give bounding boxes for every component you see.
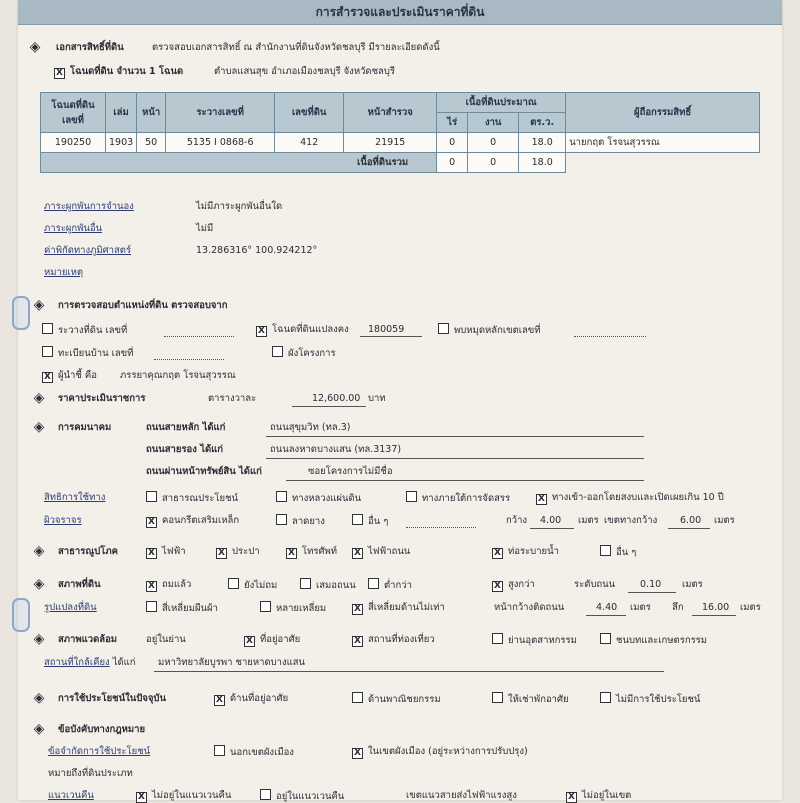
checkbox-checked-icon[interactable]: X — [352, 748, 363, 759]
access-opt-open-use: X ทางเข้า-ออกโดยสงบและเปิดเผยเกิน 10 ปี — [536, 491, 724, 505]
checkbox-checked-icon[interactable]: X — [146, 581, 157, 592]
exp-opt-not-in: X ไม่อยู่ในแนวเวนคืน — [136, 789, 231, 803]
other-encumbrance-value: ไม่มี — [196, 223, 214, 234]
cell-ngan: 0 — [468, 133, 519, 153]
cell-book: 1903 — [106, 133, 137, 153]
checkbox-icon[interactable] — [300, 578, 311, 589]
road-level-value: 0.10 — [640, 579, 662, 590]
env-opt-rural: ชนบทและเกษตรกรรม — [600, 633, 707, 647]
checkbox-icon[interactable] — [276, 491, 287, 502]
frontage-label: หน้ากว้างติดถนน — [494, 602, 565, 613]
current-use-heading: การใช้ประโยชน์ในปัจจุบัน — [58, 693, 166, 704]
deed-description: ตรวจสอบเอกสารสิทธิ์ ณ สำนักงานที่ดินจังหวัดชลบุรี มีรายละเอียดดังนี้ — [152, 42, 440, 53]
utilities-heading: สาธารณูปโภค — [58, 546, 118, 557]
cell-survey-page: 21915 — [344, 133, 437, 153]
deed-count-row — [54, 65, 183, 79]
checkbox-icon[interactable] — [600, 633, 611, 644]
checkbox-icon[interactable] — [228, 578, 239, 589]
price-unit-label: ตารางวาละ — [208, 393, 257, 404]
checkbox-checked-icon[interactable]: X — [352, 548, 363, 559]
checkbox-icon[interactable] — [276, 514, 287, 525]
opt-house-reg: ทะเบียนบ้าน เลขที่ — [42, 346, 133, 360]
main-road-value: ถนนสุขุมวิท (ทล.3) — [270, 422, 351, 433]
road-width-unit: เมตร — [578, 515, 599, 526]
bullet-diamond-icon: ◈ — [33, 419, 45, 435]
expropriation-label: แนวเวนคืน — [48, 790, 94, 801]
access-opt-highway: ทางหลวงแผ่นดิน — [276, 491, 361, 505]
bullet-diamond-icon: ◈ — [33, 721, 45, 737]
col-book: เล่ม — [106, 93, 137, 133]
road-level-unit: เมตร — [682, 579, 703, 590]
total-ngan: 0 — [468, 153, 519, 173]
checkbox-icon[interactable] — [260, 601, 271, 612]
row-width-label: เขตทางกว้าง — [604, 515, 658, 526]
opt-marker: พบหมุดหลักเขตเลขที่ — [438, 323, 541, 337]
env-opt-industrial: ย่านอุตสาหกรรม — [492, 633, 577, 647]
bullet-diamond-icon: ◈ — [33, 297, 45, 313]
table-row — [41, 133, 760, 153]
use-opt-commercial: ด้านพาณิชยกรรม — [352, 692, 441, 706]
frontage-value: 4.40 — [596, 602, 618, 613]
cond-opt-higher: X สูงกว่า — [492, 578, 535, 592]
bullet-diamond-icon: ◈ — [29, 39, 41, 55]
checkbox-checked-icon[interactable]: X — [216, 548, 227, 559]
bullet-diamond-icon: ◈ — [33, 690, 45, 706]
frontage-unit: เมตร — [630, 602, 651, 613]
transport-heading: การคมนาคม — [58, 422, 112, 433]
location-check-heading: การตรวจสอบตำแหน่งที่ดิน ตรวจสอบจาก — [58, 300, 228, 311]
checkbox-icon[interactable] — [600, 692, 611, 703]
guide-name: ภรรยาคุณกฤต โรจนสุวรรณ — [120, 370, 236, 381]
util-opt-drain: X ท่อระบายน้ำ — [492, 545, 559, 559]
paper-clip-icon — [12, 598, 30, 632]
opt-project-plan: ผังโครงการ — [272, 346, 336, 360]
depth-unit: เมตร — [740, 602, 761, 613]
checkbox-checked-icon[interactable]: X — [352, 636, 363, 647]
util-opt-phone: X โทรศัพท์ — [286, 545, 337, 559]
checkbox-checked-icon[interactable]: X — [146, 548, 157, 559]
checkbox-icon[interactable] — [352, 692, 363, 703]
bullet-diamond-icon: ◈ — [33, 390, 45, 406]
checkbox-checked-icon[interactable]: X — [492, 548, 503, 559]
row-width-unit: เมตร — [714, 515, 735, 526]
checkbox-icon[interactable] — [272, 346, 283, 357]
cell-deed-no: 190250 — [41, 133, 106, 153]
shape-opt-irregular-quad: X สี่เหลี่ยมด้านไม่เท่า — [352, 601, 445, 615]
checkbox-icon[interactable] — [146, 491, 157, 502]
zone-note: หมายถึงที่ดินประเภท — [48, 768, 133, 779]
main-road-label: ถนนสายหลัก ได้แก่ — [146, 422, 226, 433]
checkbox-checked-icon[interactable]: X — [146, 517, 157, 528]
restriction-label: ข้อจำกัดการใช้ประโยชน์ — [48, 746, 151, 757]
cell-owner: นายกฤต โรจนสุวรรณ — [566, 133, 760, 153]
bullet-diamond-icon: ◈ — [33, 576, 45, 592]
located-in-label: อยู่ในย่าน — [146, 634, 186, 645]
bullet-diamond-icon: ◈ — [33, 543, 45, 559]
use-opt-residential: X ด้านที่อยู่อาศัย — [214, 692, 288, 706]
col-survey-page: หน้าสำรวจ — [344, 93, 437, 133]
road-width-value: 4.00 — [540, 515, 562, 526]
depth-value: 16.00 — [702, 602, 730, 613]
deed-count-label: โฉนดที่ดิน จำนวน 1 โฉนด — [70, 66, 184, 77]
checkbox-checked-icon[interactable]: X — [54, 68, 65, 79]
power-line-label: เขตแนวสายส่งไฟฟ้าแรงสูง — [406, 790, 517, 801]
survey-page — [18, 0, 782, 800]
deed-table — [40, 92, 760, 173]
checkbox-icon[interactable] — [352, 514, 363, 525]
checkbox-icon[interactable] — [146, 601, 157, 612]
checkbox-icon[interactable] — [42, 323, 53, 334]
col-map-sheet: ระวางเลขที่ — [166, 93, 275, 133]
opt-map-sheet: ระวางที่ดิน เลขที่ — [42, 323, 127, 337]
cond-opt-lower: ต่ำกว่า — [368, 578, 412, 592]
util-opt-other: อื่น ๆ — [600, 545, 636, 559]
cond-opt-level: เสมอถนน — [300, 578, 356, 592]
total-wa: 18.0 — [519, 153, 566, 173]
shape-opt-polygon: หลายเหลี่ยม — [260, 601, 326, 615]
shape-opt-rectangle: สี่เหลี่ยมผืนผ้า — [146, 601, 218, 615]
col-rai: ไร่ — [437, 113, 468, 133]
checkbox-checked-icon[interactable]: X — [42, 372, 53, 383]
checkbox-icon[interactable] — [492, 633, 503, 644]
nearby-value: มหาวิทยาลัยบูรพา ชายหาดบางแสน — [158, 657, 306, 668]
checkbox-checked-icon[interactable]: X — [256, 326, 267, 337]
environment-heading: สภาพแวดล้อม — [58, 634, 118, 645]
road-level-label: ระดับถนน — [574, 579, 616, 590]
env-opt-residential: X ที่อยู่อาศัย — [244, 633, 300, 647]
table-total-row — [41, 153, 760, 173]
env-opt-tourist: X สถานที่ท่องเที่ยว — [352, 633, 435, 647]
cell-land-no: 412 — [275, 133, 344, 153]
checkbox-checked-icon[interactable]: X — [566, 792, 577, 803]
opt-deed-survey: X โฉนดที่ดินแปลงคง — [256, 323, 349, 337]
checkbox-checked-icon[interactable]: X — [352, 604, 363, 615]
total-rai: 0 — [437, 153, 468, 173]
surface-opt-other: อื่น ๆ — [352, 514, 388, 528]
cell-wa: 18.0 — [519, 133, 566, 153]
deed-survey-no: 180059 — [368, 324, 405, 335]
mortgage-value: ไม่มีภาระผูกพันอื่นใด — [196, 201, 283, 212]
road-width-label: กว้าง — [506, 515, 528, 526]
checkbox-checked-icon[interactable]: X — [492, 581, 503, 592]
power-line-opt: X ไม่อยู่ในเขต — [566, 789, 631, 803]
col-page: หน้า — [137, 93, 166, 133]
util-opt-water: X ประปา — [216, 545, 260, 559]
checkbox-icon[interactable] — [600, 545, 611, 556]
official-price-heading: ราคาประเมินราชการ — [58, 393, 146, 404]
use-opt-rental: ให้เช่าพักอาศัย — [492, 692, 569, 706]
land-condition-heading: สภาพที่ดิน — [58, 579, 101, 590]
checkbox-checked-icon[interactable]: X — [536, 494, 547, 505]
access-opt-public: สาธารณประโยชน์ — [146, 491, 238, 505]
price-currency: บาท — [368, 393, 386, 404]
col-land-no: เลขที่ดิน — [275, 93, 344, 133]
checkbox-icon[interactable] — [214, 745, 225, 756]
surface-label: ผิวจราจร — [44, 515, 82, 526]
coordinate-label: ค่าพิกัดทางภูมิศาสตร์ — [44, 245, 132, 256]
col-area: เนื้อที่ดินประมาณ — [437, 93, 566, 113]
checkbox-checked-icon[interactable]: X — [286, 548, 297, 559]
checkbox-checked-icon[interactable]: X — [136, 792, 147, 803]
checkbox-checked-icon[interactable]: X — [244, 636, 255, 647]
exp-opt-in: อยู่ในแนวเวนคืน — [260, 789, 344, 803]
cell-rai: 0 — [437, 133, 468, 153]
opt-guide: X ผู้นำชี้ คือ — [42, 369, 97, 383]
price-value: 12,600.00 — [312, 393, 361, 404]
sub-road-value: ถนนลงหาดบางแสน (ทล.3137) — [270, 444, 402, 455]
checkbox-checked-icon[interactable]: X — [214, 695, 225, 706]
legal-opt-inside-zone: X ในเขตผังเมือง (อยู่ระหว่างการปรับปรุง) — [352, 745, 528, 759]
page-title: การสำรวจและประเมินราคาที่ดิน — [18, 0, 782, 25]
col-wa: ตร.ว. — [519, 113, 566, 133]
coordinate-value: 13.286316° 100.924212° — [196, 245, 318, 256]
checkbox-icon[interactable] — [438, 323, 449, 334]
nearby-row — [44, 656, 136, 669]
bullet-diamond-icon: ◈ — [33, 631, 45, 647]
legal-heading: ข้อบังคับทางกฎหมาย — [58, 724, 146, 735]
nearby-suffix: ได้แก่ — [112, 657, 136, 668]
depth-label: ลึก — [672, 602, 684, 613]
checkbox-icon[interactable] — [42, 346, 53, 357]
deed-location: ตำบลแสนสุข อำเภอเมืองชลบุรี จังหวัดชลบุรี — [214, 66, 395, 77]
nearby-label: สถานที่ใกล้เคียง — [44, 657, 110, 668]
front-road-label: ถนนผ่านหน้าทรัพย์สิน ได้แก่ — [146, 466, 262, 477]
col-ngan: งาน — [468, 113, 519, 133]
deed-heading: เอกสารสิทธิ์ที่ดิน — [56, 42, 124, 53]
cell-page: 50 — [137, 133, 166, 153]
checkbox-icon[interactable] — [260, 789, 271, 800]
sub-road-label: ถนนสายรอง ได้แก่ — [146, 444, 224, 455]
cell-map-sheet: 5135 I 0868-6 — [166, 133, 275, 153]
surface-opt-concrete: X คอนกรีตเสริมเหล็ก — [146, 514, 239, 528]
other-encumbrance-label: ภาระผูกพันอื่น — [44, 223, 103, 234]
access-opt-allocation: ทางภายใต้การจัดสรร — [406, 491, 510, 505]
util-opt-streetlight: X ไฟฟ้าถนน — [352, 545, 410, 559]
util-opt-electricity: X ไฟฟ้า — [146, 545, 186, 559]
total-label: เนื้อที่ดินรวม — [41, 153, 437, 173]
legal-opt-outside-zone: นอกเขตผังเมือง — [214, 745, 294, 759]
surface-opt-asphalt: ลาดยาง — [276, 514, 325, 528]
checkbox-icon[interactable] — [406, 491, 417, 502]
paper-clip-icon — [12, 296, 30, 330]
row-width-value: 6.00 — [680, 515, 702, 526]
checkbox-icon[interactable] — [492, 692, 503, 703]
cond-opt-filled: X ถมแล้ว — [146, 578, 191, 592]
note-label: หมายเหตุ — [44, 267, 84, 278]
col-deed-no: โฉนดที่ดิน เลขที่ — [41, 93, 106, 133]
land-shape-label: รูปแปลงที่ดิน — [44, 602, 97, 613]
front-road-value: ซอยโครงการไม่มีชื่อ — [308, 466, 393, 477]
access-right-label: สิทธิการใช้ทาง — [44, 492, 106, 503]
use-opt-unused: ไม่มีการใช้ประโยชน์ — [600, 692, 700, 706]
col-owner: ผู้ถือกรรมสิทธิ์ — [566, 93, 760, 133]
checkbox-icon[interactable] — [368, 578, 379, 589]
mortgage-label: ภาระผูกพันการจำนอง — [44, 201, 134, 212]
cond-opt-not-filled: ยังไม่ถม — [228, 578, 277, 592]
